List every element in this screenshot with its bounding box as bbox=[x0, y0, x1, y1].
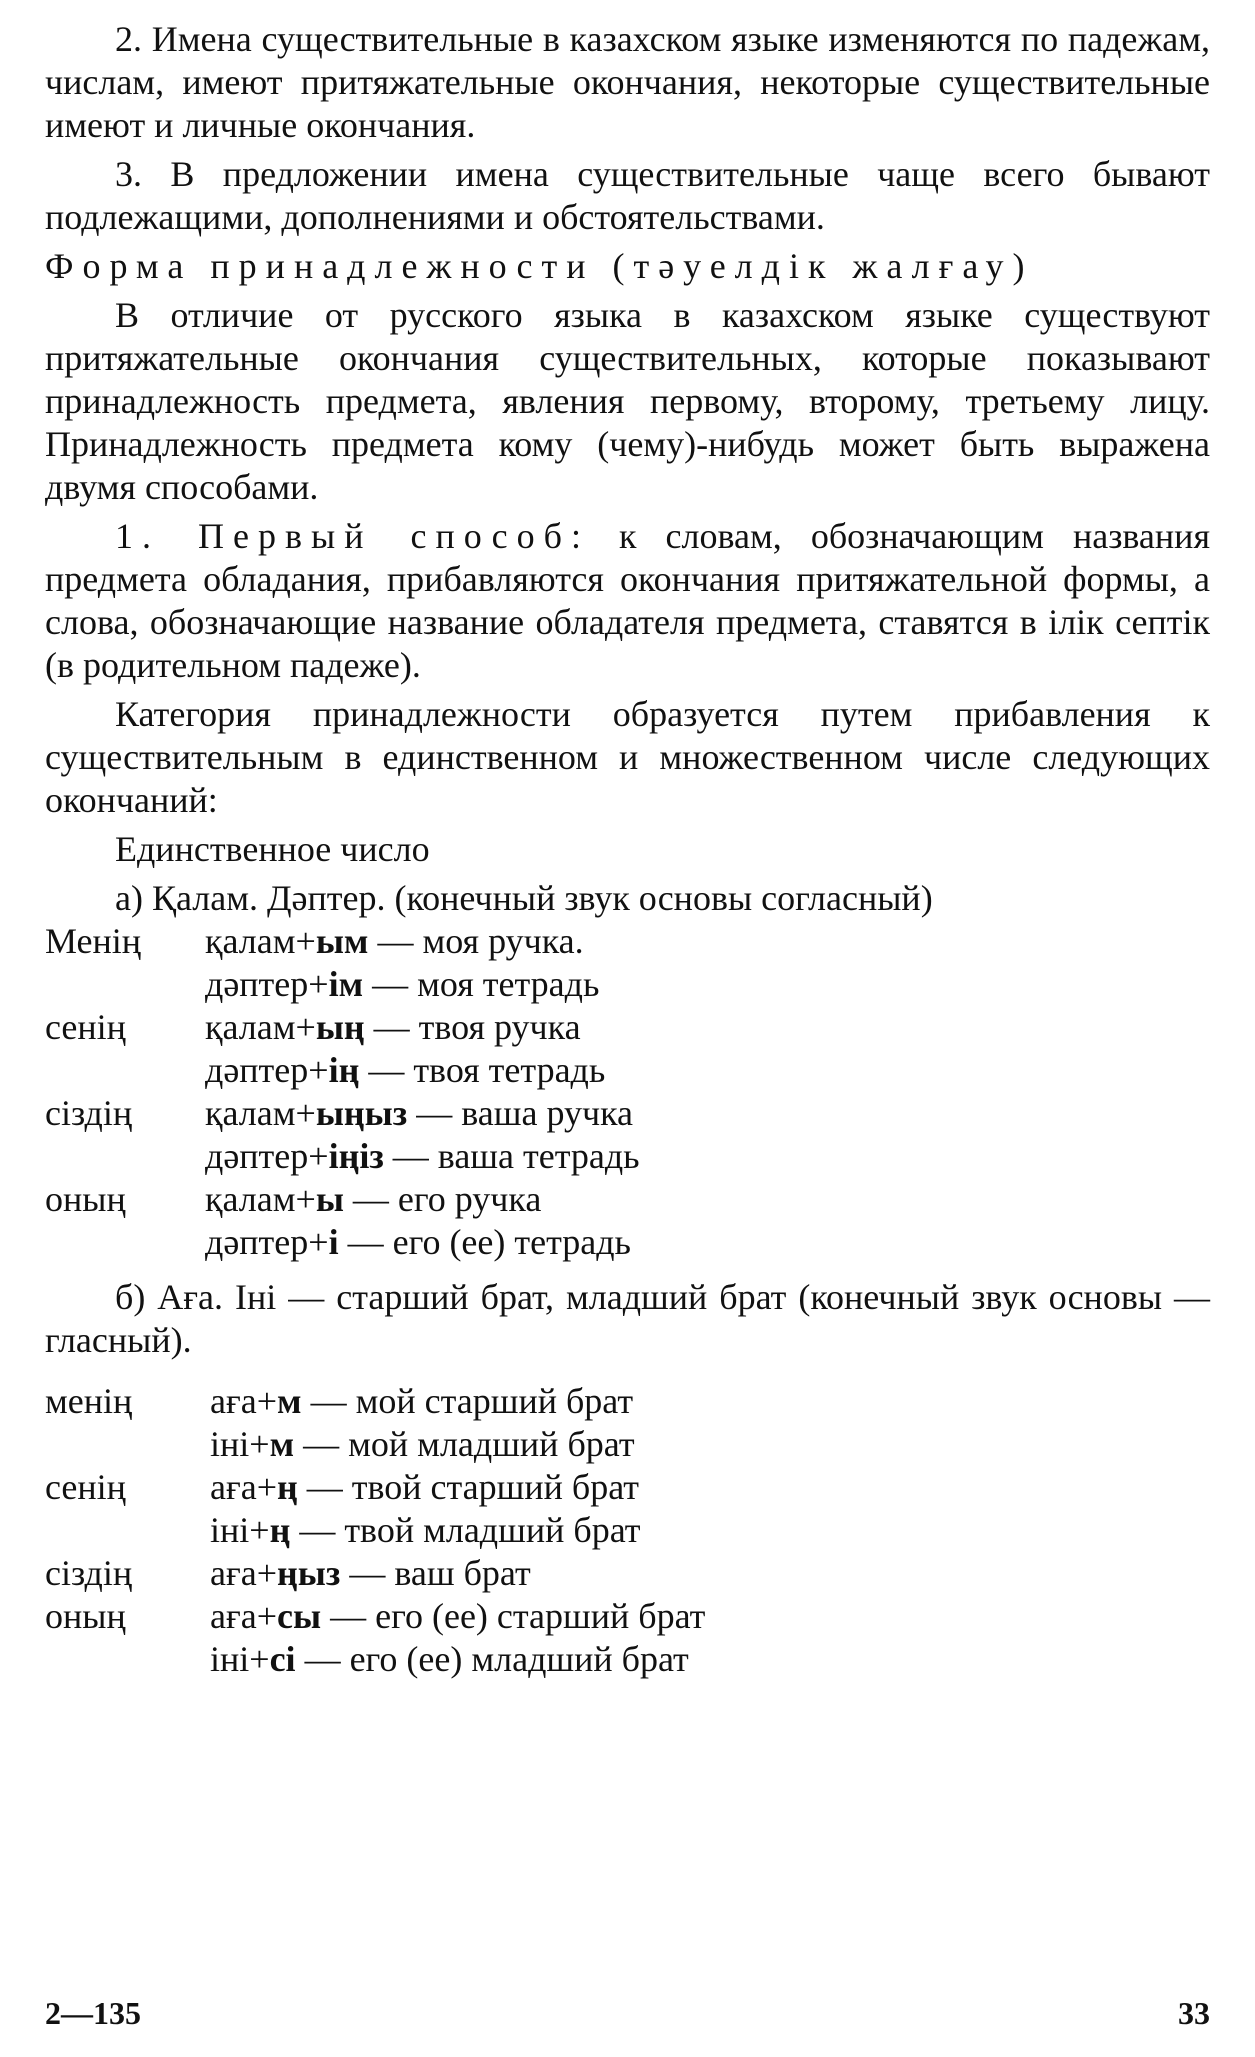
word-stem: дәптер+ bbox=[205, 1136, 329, 1176]
translation: — моя тетрадь bbox=[363, 964, 600, 1004]
pronoun bbox=[45, 963, 205, 1006]
word-stem: іні+ bbox=[210, 1424, 270, 1464]
possessive-ending: ыңыз bbox=[315, 1093, 408, 1133]
word-form bbox=[205, 1135, 640, 1178]
word-form bbox=[205, 1178, 541, 1221]
possessive-ending: м bbox=[269, 1424, 295, 1464]
pronoun bbox=[45, 1638, 210, 1681]
possessive-ending: сі bbox=[269, 1639, 296, 1679]
pronoun: сенің bbox=[45, 1007, 126, 1047]
word-form bbox=[205, 1006, 581, 1049]
translation: — твоя тетрадь bbox=[359, 1050, 606, 1090]
possessive-ending: ің bbox=[328, 1050, 360, 1090]
paradigm-row bbox=[45, 1595, 1210, 1638]
word-stem: іні+ bbox=[210, 1510, 270, 1550]
pronoun: оның bbox=[45, 1596, 126, 1636]
word-stem: дәптер+ bbox=[205, 1222, 329, 1262]
paradigm-row bbox=[45, 1221, 1210, 1264]
paradigm-row bbox=[45, 1178, 1210, 1221]
paradigm-row bbox=[45, 1423, 1210, 1466]
translation: — моя ручка. bbox=[368, 921, 584, 961]
possessive-ending: і bbox=[328, 1222, 339, 1262]
possessive-ending: іңіз bbox=[328, 1136, 384, 1176]
pronoun: Менің bbox=[45, 921, 142, 961]
possessive-ending: ым bbox=[315, 921, 369, 961]
translation: — его (ее) младший брат bbox=[295, 1639, 689, 1679]
pronoun bbox=[45, 1049, 205, 1092]
word-form bbox=[210, 1638, 689, 1681]
pronoun bbox=[45, 1135, 205, 1178]
page-number: 33 bbox=[1178, 1995, 1210, 2031]
word-form bbox=[210, 1509, 640, 1552]
possessive-ending: ңыз bbox=[277, 1553, 341, 1593]
word-form bbox=[205, 1049, 605, 1092]
pronoun: сенің bbox=[45, 1467, 126, 1507]
paradigm-row bbox=[45, 920, 1210, 963]
consonant-ending-table bbox=[45, 920, 1210, 1264]
heading-spaced-text: Форма принадлежности bbox=[45, 246, 595, 286]
translation: — его ручка bbox=[343, 1179, 542, 1219]
paragraph-noun-roles: 3. В предложении имена существительные чаще всего бывают подлежащими, дополнениями и обстоятельствами. bbox=[45, 154, 1210, 237]
section-heading bbox=[45, 245, 1210, 288]
page-footer bbox=[45, 1992, 1210, 2035]
word-stem: дәптер+ bbox=[205, 1050, 329, 1090]
word-form bbox=[210, 1466, 639, 1509]
word-stem: қалам+ bbox=[205, 1007, 316, 1047]
possessive-ending: ң bbox=[277, 1467, 298, 1507]
translation: — твой старший брат bbox=[297, 1467, 640, 1507]
translation: — ваша ручка bbox=[407, 1093, 634, 1133]
word-stem: іні+ bbox=[210, 1639, 270, 1679]
possessive-ending: ың bbox=[315, 1007, 365, 1047]
word-stem: аға+ bbox=[210, 1381, 278, 1421]
first-method-label: 1. Первый способ: bbox=[115, 516, 590, 556]
paradigm-row bbox=[45, 1135, 1210, 1178]
paradigm-row bbox=[45, 1006, 1210, 1049]
word-form bbox=[210, 1423, 635, 1466]
pronoun bbox=[45, 1423, 210, 1466]
pronoun: сіздің bbox=[45, 1553, 133, 1593]
translation: — твой младший брат bbox=[290, 1510, 641, 1550]
translation: — ваша тетрадь bbox=[383, 1136, 640, 1176]
pronoun bbox=[45, 1221, 205, 1264]
word-stem: қалам+ bbox=[205, 1179, 316, 1219]
pronoun: менің bbox=[45, 1381, 133, 1421]
paradigm-row bbox=[45, 1466, 1210, 1509]
word-form bbox=[205, 1092, 633, 1135]
case-b-heading: б) Аға. Іні — старший брат, младший брат (конечный звук основы — гласный). bbox=[45, 1277, 1210, 1360]
word-form bbox=[205, 963, 599, 1006]
paragraph-possessive-intro: В отличие от русского языка в казахском языке существуют притяжательные окончания существительных, которые показывают принадлежность предмета, явления первому, второму, третьему лицу. Принадлежность предмета кому (чему)-нибудь может быть выражена двумя способами. bbox=[45, 295, 1210, 507]
translation: — твоя ручка bbox=[364, 1007, 581, 1047]
word-stem: қалам+ bbox=[205, 1093, 316, 1133]
paradigm-row bbox=[45, 963, 1210, 1006]
possessive-ending: сы bbox=[277, 1596, 322, 1636]
heading-kazakh-term: (тәуелдік жалғау) bbox=[594, 246, 1034, 286]
paradigm-row bbox=[45, 1638, 1210, 1681]
possessive-ending: ң bbox=[269, 1510, 291, 1550]
translation: — его (ее) тетрадь bbox=[338, 1222, 631, 1262]
translation: — мой младший брат bbox=[294, 1424, 635, 1464]
paradigm-row bbox=[45, 1049, 1210, 1092]
word-stem: аға+ bbox=[210, 1553, 278, 1593]
possessive-ending: ім bbox=[328, 964, 364, 1004]
word-stem: дәптер+ bbox=[205, 964, 329, 1004]
word-form bbox=[210, 1380, 633, 1423]
vowel-ending-table bbox=[45, 1380, 1210, 1681]
pronoun bbox=[45, 1509, 210, 1552]
paradigm-row bbox=[45, 1092, 1210, 1135]
paragraph-noun-changes: 2. Имена существительные в казахском языке изменяются по падежам, числам, имеют притяжательные окончания, некоторые существительные имеют и личные окончания. bbox=[45, 19, 1210, 145]
paragraph-category: Категория принадлежности образуется путем прибавления к существительным в единственном и множественном числе следующих окончаний: bbox=[45, 694, 1210, 820]
possessive-ending: ы bbox=[315, 1179, 344, 1219]
possessive-ending: м bbox=[277, 1381, 302, 1421]
translation: — его (ее) старший брат bbox=[321, 1596, 706, 1636]
singular-heading: Единственное число bbox=[115, 829, 430, 869]
word-stem: аға+ bbox=[210, 1596, 278, 1636]
word-form bbox=[205, 920, 584, 963]
word-form bbox=[210, 1552, 531, 1595]
translation: — ваш брат bbox=[340, 1553, 531, 1593]
printer-signature: 2—135 bbox=[45, 1995, 141, 2031]
word-stem: аға+ bbox=[210, 1467, 278, 1507]
pronoun: сіздің bbox=[45, 1093, 133, 1133]
translation: — мой старший брат bbox=[301, 1381, 634, 1421]
word-form bbox=[210, 1595, 705, 1638]
paradigm-row bbox=[45, 1509, 1210, 1552]
first-method-text: к словам, обозначающим названия предмета обладания, прибавляются окончания притяжательной формы, а слова, обозначающие название обладателя предмета, ставятся в ілік септік (в родительном падеже). bbox=[45, 516, 1211, 685]
word-stem: қалам+ bbox=[205, 921, 316, 961]
paradigm-row bbox=[45, 1552, 1210, 1595]
word-form bbox=[205, 1221, 631, 1264]
paradigm-row bbox=[45, 1380, 1210, 1423]
case-a-heading: а) Қалам. Дәптер. (конечный звук основы согласный) bbox=[115, 878, 933, 918]
pronoun: оның bbox=[45, 1179, 126, 1219]
paragraph-first-method bbox=[45, 515, 1210, 687]
